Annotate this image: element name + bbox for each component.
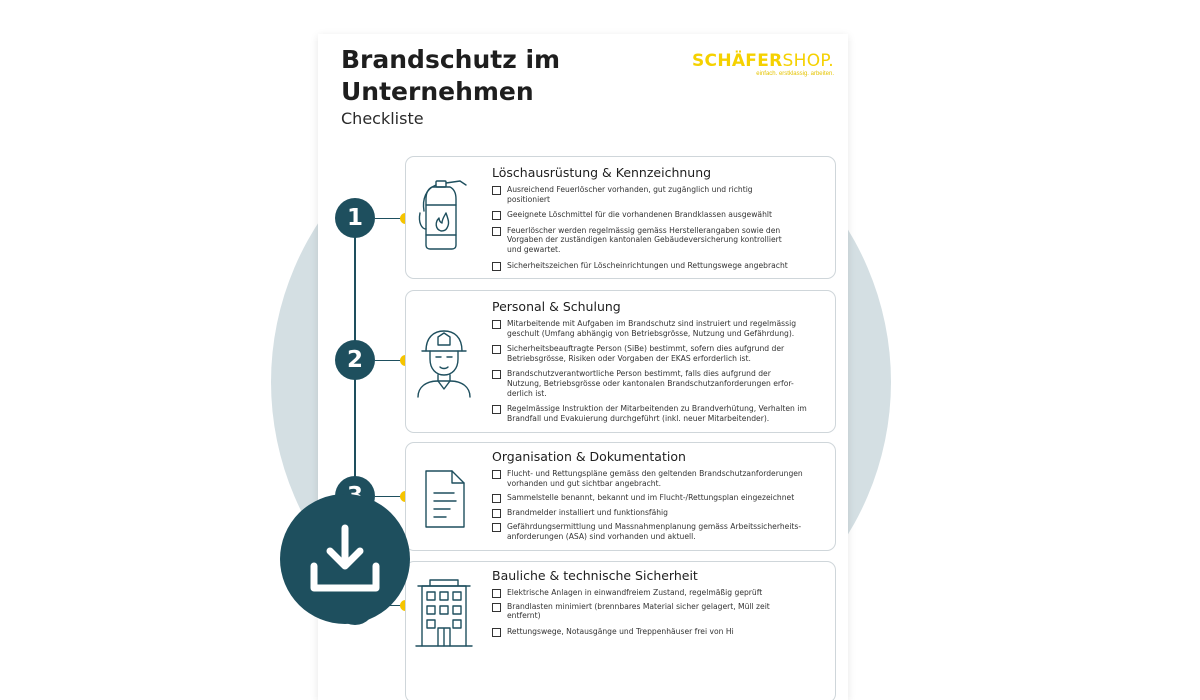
item-line: und gewartet.	[507, 244, 561, 254]
checkbox[interactable]	[492, 494, 501, 503]
checklist-item	[492, 469, 817, 488]
item-line: anforderungen (ASA) sind vorhanden und aktuell.	[507, 531, 696, 541]
item-line: vorhanden und gut sichtbar angebracht.	[507, 478, 661, 488]
item-line: Mitarbeitende mit Aufgaben im Brandschutz sind instruiert und regelmässig	[507, 319, 797, 328]
section-title-1: Löschausrüstung & Kennzeichnung	[492, 165, 712, 180]
item-line: Gefährdungsermittlung und Massnahmenplanung gemäss Arbeitssicherheits-	[507, 522, 802, 532]
checklist-item	[492, 602, 817, 621]
item-line: Regelmässige Instruktion der Mitarbeitenden zu Brandverhütung, Verhalten im	[507, 404, 807, 414]
checklist-2	[492, 319, 817, 423]
checkbox[interactable]	[492, 589, 501, 598]
checkbox[interactable]	[492, 370, 501, 379]
item-line: Vorgaben der zuständigen kantonalen Gebäudeversicherung kontrolliert	[507, 235, 782, 245]
section-card-4	[405, 561, 836, 700]
checklist-item	[492, 404, 817, 423]
item-line: Brandfall und Evakuierung durchgeführt (inkl. neuer Mitarbeitender).	[507, 413, 770, 423]
checkbox[interactable]	[492, 345, 501, 354]
checkbox[interactable]	[492, 320, 501, 329]
item-line: Brandmelder installiert und funktionsfähig	[507, 507, 668, 517]
checkbox[interactable]	[492, 211, 501, 220]
item-line: geschult (Umfang abhängig von Betriebsgrösse, Nutzung und Gefährdung).	[507, 328, 795, 338]
logo-wordmark	[692, 52, 834, 70]
checklist-item	[492, 493, 817, 503]
checkbox[interactable]	[492, 262, 501, 271]
checklist-3	[492, 469, 817, 542]
checkbox[interactable]	[492, 509, 501, 518]
checklist-item	[492, 344, 817, 363]
item-line: Rettungswege, Notausgänge und Treppenhäuser frei von Hi	[507, 626, 734, 636]
document-icon	[414, 463, 474, 535]
building-icon	[414, 576, 474, 648]
document-subtitle: Checkliste	[341, 109, 424, 128]
checklist-item	[492, 185, 817, 204]
checklist-item	[492, 508, 817, 518]
checklist-1	[492, 185, 817, 270]
item-line: Sammelstelle benannt, bekannt und im Flucht-/Rettungsplan eingezeichnet	[507, 493, 795, 503]
logo-main-text: SCHÄFER	[692, 51, 783, 71]
document-title	[341, 44, 560, 108]
checklist-item	[492, 226, 817, 255]
checklist-item	[492, 210, 817, 220]
title-line-1: Brandschutz im	[341, 45, 561, 74]
logo-accent-text: SHOP.	[782, 51, 834, 71]
item-line: Brandschutzverantwortliche Person bestimmt, falls dies aufgrund der	[507, 369, 771, 379]
item-line: Elektrische Anlagen in einwandfreiem Zustand, regelmäßig geprüft	[507, 588, 763, 597]
download-button[interactable]	[280, 494, 410, 624]
item-line: Feuerlöscher werden regelmässig gemäss Herstellerangaben sowie den	[507, 225, 781, 235]
checkbox[interactable]	[492, 628, 501, 637]
section-card-1	[405, 156, 836, 279]
section-card-2	[405, 290, 836, 433]
logo-tagline: einfach. erstklassig. arbeiten.	[756, 71, 834, 77]
section-title-2: Personal & Schulung	[492, 299, 621, 314]
step-number-2: 2	[335, 340, 375, 380]
checklist-item	[492, 588, 817, 598]
section-title-3: Organisation & Dokumentation	[492, 449, 686, 464]
checkbox[interactable]	[492, 523, 501, 532]
checklist-document	[318, 34, 848, 700]
firefighter-icon	[414, 327, 474, 399]
section-title-4: Bauliche & technische Sicherheit	[492, 568, 698, 583]
item-line: Sicherheitsbeauftragte Person (SiBe) bestimmt, sofern dies aufgrund der	[507, 344, 785, 354]
checklist-item	[492, 369, 817, 398]
download-icon	[308, 524, 382, 594]
item-line: entfernt)	[507, 611, 541, 621]
checklist-item	[492, 319, 817, 338]
item-line: Betriebsgrösse, Risiken oder Vorgaben der EKAS erforderlich ist.	[507, 353, 751, 363]
item-line: positioniert	[507, 194, 550, 204]
checklist-4	[492, 588, 817, 636]
checklist-item	[492, 627, 817, 637]
title-line-2: Unternehmen	[341, 77, 534, 106]
section-card-3	[405, 442, 836, 551]
step-number-1: 1	[335, 198, 375, 238]
item-line: derlich ist.	[507, 388, 547, 398]
checklist-item	[492, 261, 817, 271]
checklist-item	[492, 522, 817, 541]
item-line: Geeignete Löschmittel für die vorhandenen Brandklassen ausgewählt	[507, 210, 772, 220]
checkbox[interactable]	[492, 470, 501, 479]
item-line: Nutzung, Betriebsgrösse oder kantonalen Brandschutzanforderungen erfor-	[507, 378, 794, 388]
checkbox[interactable]	[492, 405, 501, 414]
schaefer-shop-logo	[692, 52, 834, 77]
fire-extinguisher-icon	[414, 179, 474, 251]
item-line: Flucht- und Rettungspläne gemäss den geltenden Brandschutzanforderungen	[507, 469, 803, 478]
item-line: Sicherheitszeichen für Löscheinrichtungen und Rettungswege angebracht	[507, 260, 788, 270]
item-line: Brandlasten minimiert (brennbares Material sicher gelagert, Müll zeit	[507, 601, 770, 611]
checkbox[interactable]	[492, 603, 501, 612]
checkbox[interactable]	[492, 186, 501, 195]
item-line: Ausreichend Feuerlöscher vorhanden, gut zugänglich und richtig	[507, 185, 753, 194]
checkbox[interactable]	[492, 227, 501, 236]
